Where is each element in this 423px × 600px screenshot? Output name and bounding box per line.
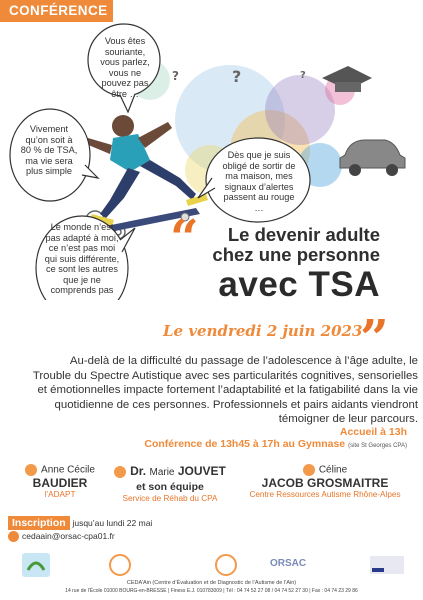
logo-middle-left	[110, 555, 130, 575]
conference-time-text: Conférence de 13h45 à 17h au Gymnase	[144, 438, 346, 450]
welcome-time: Accueil à 13h	[339, 426, 407, 438]
speaker-2-team: et son équipe	[136, 481, 204, 493]
speaker-1-org: l’ADAPT	[44, 490, 76, 499]
conference-time	[144, 438, 407, 450]
email-icon	[8, 531, 19, 542]
speaker-3	[240, 464, 410, 499]
registration	[8, 517, 152, 529]
speaker-dot-icon	[114, 466, 126, 478]
conference-tag: CONFÉRENCE	[0, 0, 113, 22]
conference-date: Le vendredi 2 juin 2023	[163, 322, 363, 340]
svg-text:?: ?	[300, 70, 306, 81]
speaker-2-first: Marie	[149, 467, 175, 478]
bubble-text-4: Le monde n’est pas adapté à moi, ce n’est pas moi qui suis différente, ce sont les autres que je ne comprends pas	[44, 222, 120, 295]
footer-address: 14 rue de l’École 01000 BOURG-en-BRESSE | Finess E.J. 010783009 | Tél : 04 74 52 27 08 / 04 74 52 27 30 | Fax : 04 74 23 29 86	[65, 588, 358, 594]
speaker-3-first: Céline	[318, 464, 348, 476]
svg-text:?: ?	[172, 69, 179, 83]
footer-org: CEDA’Ain (Centre d’Évaluation et de Diagnostic de l’Autisme de l’Ain)	[126, 580, 297, 586]
speaker-2	[112, 464, 228, 503]
svg-text:?: ?	[232, 67, 242, 86]
quote-open-mark: “	[170, 208, 199, 267]
logo-middle-right	[216, 555, 236, 575]
email-address[interactable]: cedaain@orsac-cpa01.fr	[22, 531, 115, 541]
speaker-1	[10, 464, 110, 499]
speaker-dot-icon	[25, 464, 37, 476]
orsac-logo-text: ORSAC	[270, 558, 307, 569]
logo-right	[370, 556, 404, 574]
registration-deadline: jusqu’au lundi 22 mai	[72, 518, 153, 528]
title-line-2: chez une personne	[212, 244, 380, 265]
speaker-3-last: JACOB GROSMAITRE	[261, 476, 389, 490]
speaker-1-last: BAUDIER	[32, 476, 88, 490]
title-line-3: avec TSA	[218, 265, 380, 304]
car-icon	[340, 140, 405, 176]
conference-title	[160, 225, 380, 305]
speaker-dot-icon	[303, 464, 315, 476]
bubble-text-3: Dès que je suis obligé de sortir de ma maison, mes signaux d’alertes passent au rouge …	[222, 150, 296, 213]
speaker-1-first: Anne Cécile	[41, 464, 95, 476]
conference-place: (site St Georges CPA)	[348, 443, 407, 449]
speaker-3-org: Centre Ressources Autisme Rhône-Alpes	[249, 490, 401, 499]
contact-email	[8, 531, 115, 542]
bubble-text-2: Vivement qu’on soit à 80 % de TSA, ma vie sera plus simple	[20, 124, 78, 176]
description-text: Au-delà de la difficulté du passage de l’adolescence à l’âge adulte, le Trouble du Spectre Autistique avec ses particularités cognitives, sensorielles et émotionnelles impacte fortement l’adaptabilité et la fatigabilité dans la vie quotidienne de ces personnes. Professionnels et pairs aidants viendront témoigner de leur parcours.	[32, 355, 418, 425]
title-line-1: Le devenir adulte	[227, 224, 380, 245]
speaker-2-last: JOUVET	[177, 464, 226, 478]
speaker-2-org: Service de Réhab du CPA	[122, 494, 218, 503]
logo-left	[22, 553, 50, 577]
speaker-2-prefix: Dr.	[130, 464, 147, 478]
registration-label: Inscription	[8, 516, 70, 530]
bubble-text-1: Vous êtes souriante, vous parlez, vous ne pouvez pas être …	[100, 36, 150, 99]
quote-close-mark: ”	[360, 308, 389, 367]
